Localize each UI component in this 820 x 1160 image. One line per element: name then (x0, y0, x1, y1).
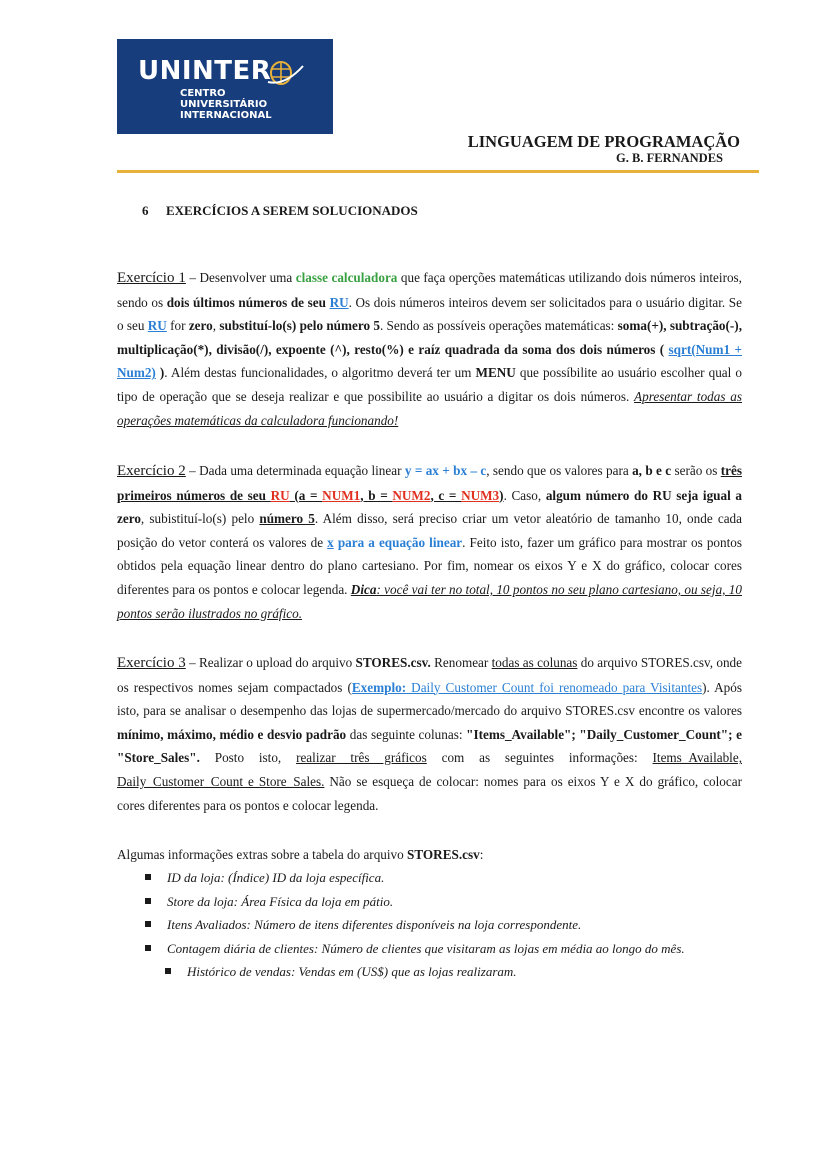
bold-text: três primeiros números de seu (117, 463, 742, 503)
num-highlight: NUM1 (322, 487, 361, 503)
bold-text: STORES.csv (407, 847, 480, 862)
bold-text: mínimo, máximo, médio e desvio padrão (117, 726, 347, 742)
text: . Além disso, será preciso criar um vetor aleatório de tamanho 10, onde cada posição do vetor conterá os valores de (117, 511, 743, 550)
text: – Dada uma determinada equação linear (185, 463, 405, 478)
text: Renomear (430, 655, 492, 670)
tip-text: : você vai ter no total, 10 pontos no seu plano cartesiano, ou seja, 10 pontos serão ilustrados no gráfico. (117, 581, 742, 621)
text: , subistituí-lo(s) pelo (140, 511, 260, 527)
logo-brand: UNINTER (138, 56, 272, 86)
section-title: EXERCÍCIOS A SEREM SOLUCIONADOS (166, 203, 418, 218)
header-title: LINGUAGEM DE PROGRAMAÇÃO (467, 132, 740, 151)
uninter-logo (117, 39, 333, 134)
bold-text: MENU (475, 365, 516, 381)
text: for (166, 318, 189, 334)
list-item: ID da loja: (Índice) ID da loja específica. (145, 866, 745, 890)
note: Apresentar todas as operações matemáticas da calculadora funcionando! (117, 388, 742, 428)
text: que faça operções matemáticas utilizando dois números inteiros, sendo os (117, 270, 742, 310)
exercise-label: Exercício 3 (117, 655, 186, 671)
header-rule (117, 170, 759, 173)
bold-text: , b = (360, 487, 393, 503)
exercise-1 (117, 266, 742, 432)
equation: y = ax + bx – c (404, 463, 487, 478)
text: com as seguintes informações: (426, 750, 653, 766)
logo-line: INTERNACIONAL (180, 110, 272, 121)
globe-icon (265, 58, 305, 88)
text: do arquivo STORES.csv, onde os respectivos nomes sejam compactados ( (117, 655, 742, 695)
text: : (479, 847, 484, 862)
bold-text: , c = (430, 487, 462, 503)
bold-text: STORES.csv. (355, 655, 431, 670)
text: . Os dois números inteiros devem ser solicitados para o usuário digitar. Se o seu (117, 294, 742, 334)
bold-text: dois últimos números de seu (166, 294, 330, 310)
underlined-text: Items_Available, Daily_Customer_Count e Store_Sales. (117, 750, 742, 789)
exercise-3 (117, 651, 742, 817)
text: Não se esqueça de colocar: nomes para os eixos Y e X do gráfico, colocar cores diferentes para os pontos e colocar legenda. (117, 773, 742, 813)
extras-intro (117, 843, 742, 867)
example-label: Exemplo: (351, 679, 407, 695)
bold-text: (a = (289, 487, 323, 503)
exercise-label: Exercício 2 (117, 463, 186, 479)
text: , (212, 318, 220, 334)
text: Posto isto, (199, 750, 297, 766)
bold-text: ( (655, 341, 669, 357)
underlined-text: realizar três gráficos (296, 750, 427, 766)
bold-text: a, b e c (632, 463, 672, 478)
list-item: Store da loja: Área Física da loja em pátio. (145, 890, 745, 914)
text: ). Após isto, para se analisar o desempenho das lojas de supermercado/mercado do arquivo STORES.csv encontre os valores (117, 679, 742, 719)
ru-highlight: RU (329, 294, 349, 310)
bold-text: soma(+), subtração(-), multiplicação(*), divisão(/), expoente (^), resto(%) e raíz quadrada da soma dos dois números (117, 318, 742, 357)
text: , sendo que os valores para (486, 463, 633, 478)
exercise-label: Exercício 1 (117, 270, 186, 286)
section-heading (142, 203, 418, 219)
num-highlight: NUM3 (461, 487, 500, 503)
text: que possíbilite ao usuário escolher qual o tipo de operação que se deseja realizar e que possibilite ao usuário a digitar os dois números. (117, 365, 742, 404)
text: . Sendo as possíveis operações matemáticas: (379, 318, 618, 334)
section-number: 6 (142, 203, 149, 218)
bold-text: zero (188, 318, 213, 334)
list-item: Contagem diária de clientes: Número de clientes que visitaram as lojas em média ao longo do mês. (145, 937, 745, 961)
text: . Caso, (503, 487, 546, 503)
logo-line: CENTRO (180, 88, 226, 99)
extras-list (145, 866, 745, 984)
ru-highlight: RU (147, 318, 167, 334)
highlight: classe calculadora (295, 270, 398, 285)
list-item: Histórico de vendas: Vendas em (US$) que as lojas realizaram. (165, 960, 745, 984)
text: . Feito isto, fazer um gráfico para mostrar os pontos obtidos pela equação linear dentro do plano cartesiano. Por fim, nomear os eixos Y e X do gráfico, colocar cores diferentes para os pontos e colocar legenda. (117, 534, 742, 597)
header-author: G. B. FERNANDES (616, 151, 723, 165)
bold-text: substituí-lo(s) pelo número 5 (219, 318, 380, 334)
x-highlight: x (327, 534, 334, 550)
underlined-text: todas as colunas (491, 655, 578, 670)
text: Algumas informações extras sobre a tabela do arquivo (117, 847, 408, 862)
bold-text: ) (155, 365, 165, 381)
text: . Além destas funcionalidades, o algoritmo deverá ter um (164, 365, 476, 381)
x-highlight: para a equação linear (333, 534, 463, 550)
tip-label: Dica (350, 581, 377, 597)
bold-text: ) (499, 487, 504, 503)
num-highlight: NUM2 (392, 487, 431, 503)
bold-text: número 5 (259, 511, 315, 527)
text: das seguinte colunas: (346, 726, 467, 742)
logo-subtitle (180, 88, 272, 121)
text: – Realizar o upload do arquivo (185, 655, 356, 670)
logo-line: UNIVERSITÁRIO (180, 99, 268, 110)
text: serão os (671, 463, 721, 478)
sqrt-highlight: sqrt(Num1 + Num2) (117, 341, 742, 381)
ru-highlight: RU (270, 487, 290, 503)
list-item: Itens Avaliados: Número de itens diferentes disponíveis na loja correspondente. (145, 913, 745, 937)
text: – Desenvolver uma (185, 270, 296, 285)
bold-text: "Items_Available"; "Daily_Customer_Count"; e "Store_Sales". (117, 726, 742, 766)
example-text: Daily Customer Count foi renomeado para Visitantes (406, 679, 703, 695)
exercise-2 (117, 459, 742, 625)
bold-text: algum número do RU seja igual a zero (117, 487, 742, 527)
